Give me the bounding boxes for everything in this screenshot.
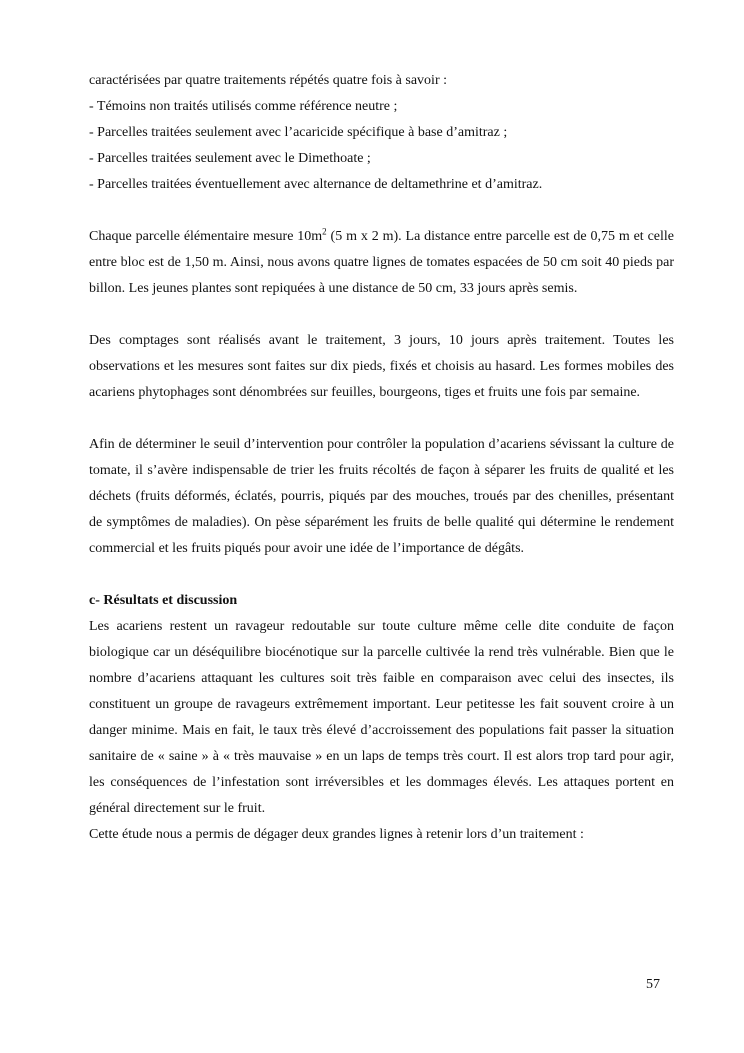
list-item: - Parcelles traitées seulement avec le Dimethoate ; [89, 151, 371, 166]
parcelle-text-end: (5 m x 2 m). La distance entre parcelle est de 0,75 m et celle entre bloc est de 1,50 m. Ainsi, nous avons quatre lignes de tomates espacées de 50 cm soit 40 pieds par billon. Les jeunes plantes sont repiquées à une distance de 50 cm, 33 jours après semis. [89, 229, 674, 296]
intro-lead: caractérisées par quatre traitements répétés quatre fois à savoir : [89, 73, 447, 88]
list-item: - Témoins non traités utilisés comme référence neutre ; [89, 99, 398, 114]
page-number: 57 [646, 977, 660, 992]
paragraph-gap [89, 302, 674, 328]
list-item: - Parcelles traitées éventuellement avec alternance de deltamethrine et d’amitraz. [89, 177, 543, 192]
paragraph-gap [89, 406, 674, 432]
paragraph-seuil: Afin de déterminer le seuil d’intervention pour contrôler la population d’acariens sévissant la culture de tomate, il s’avère indispensable de trier les fruits récoltés de façon à séparer les fruits de qualité et les déchets (fruits déformés, éclatés, pourris, piqués par des mouches, troués par des chenilles, présentant de symptômes de maladies). On pèse séparément les fruits de belle qualité qui détermine le rendement commercial et les fruits piqués pour avoir une idée de l’importance de dégâts. [89, 437, 674, 556]
paragraph-parcelle [89, 224, 674, 302]
paragraph-gap [89, 198, 674, 224]
paragraph-comptages: Des comptages sont réalisés avant le traitement, 3 jours, 10 jours après traitement. Toutes les observations et les mesures sont faites sur dix pieds, fixés et choisis au hasard. Les formes mobiles des acariens phytophages sont dénombrées sur feuilles, bourgeons, tiges et fruits une fois par semaine. [89, 333, 674, 400]
paragraph-gap [89, 562, 674, 588]
superscript-exponent: 2 [322, 226, 327, 237]
parcelle-text-start: Chaque parcelle élémentaire mesure 10m [89, 229, 323, 244]
section-heading: c- Résultats et discussion [89, 593, 238, 608]
list-item: - Parcelles traitées seulement avec l’acaricide spécifique à base d’amitraz ; [89, 125, 508, 140]
page-body [89, 68, 674, 848]
paragraph-final: Cette étude nous a permis de dégager deux grandes lignes à retenir lors d’un traitement : [89, 827, 584, 842]
paragraph-resultats: Les acariens restent un ravageur redoutable sur toute culture même celle dite conduite de façon biologique car un déséquilibre biocénotique sur la parcelle cultivée la rend très vulnérable. Bien que le nombre d’acariens attaquant les cultures soit très faible en comparaison avec celui des insectes, ils constituent un groupe de ravageurs extrêmement important. Leur petitesse les fait souvent croire à un danger minime. Mais en fait, le taux très élevé d’accroissement des populations fait passer la situation sanitaire de « saine » à « très mauvaise » en un laps de temps très court. Il est alors trop tard pour agir, les conséquences de l’infestation sont irréversibles et les dommages élevés. Les attaques portent en général directement sur le fruit. [89, 619, 674, 816]
